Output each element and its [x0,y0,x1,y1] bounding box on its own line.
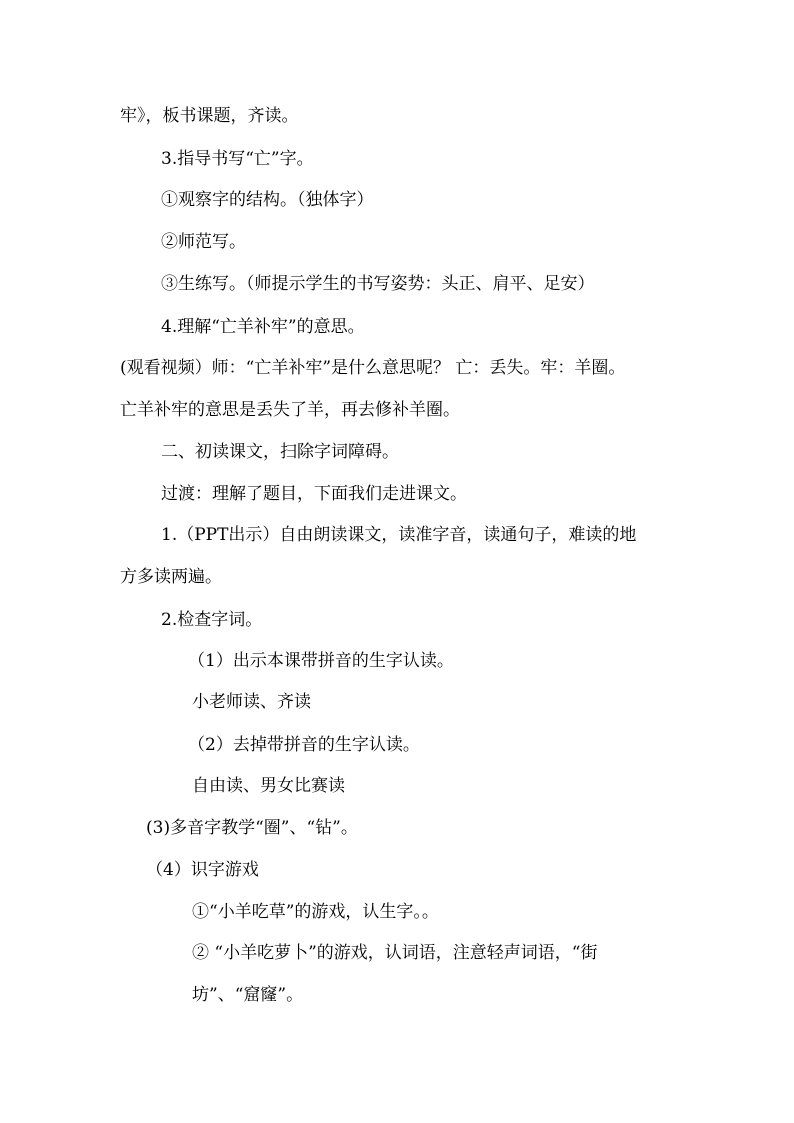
text-line-20: ①“小羊吃草”的游戏，认生字。。 [192,902,439,922]
text-line-4: ②师范写。 [161,232,246,252]
text-line-18: (3)多音字教学“圈”、“钻”。 [146,818,358,838]
text-line-11: 1.（PPT出示）自由朗读课文，读准字音，读通句子，难读的地 [161,525,637,545]
text-line-10: 过渡：理解了题目，下面我们走进课文。 [161,484,467,504]
text-line-14: （1）出示本课带拼音的生字认读。 [188,651,454,671]
text-line-8: 亡羊补牢的意思是丢失了羊，再去修补羊圈。 [120,400,460,420]
text-line-17: 自由读、男女比赛读 [192,776,345,796]
text-line-3: ①观察字的结构。（独体字） [161,190,374,210]
text-line-7: (观看视频）师：“亡羊补牢”是什么意思呢？ 亡：丢失。牢：羊圈。 [120,358,626,378]
text-line-12: 方多读两遍。 [120,567,222,587]
text-line-13: 2.检查字词。 [161,610,263,630]
text-line-21: ② “小羊吃萝卜”的游戏，认词语，注意轻声词语，“街 [192,943,598,963]
text-line-22: 坊”、“窟窿”。 [192,985,304,1005]
text-line-6: 4.理解“亡羊补牢”的意思。 [161,317,365,337]
text-line-1: 牢》，板书课题，齐读。 [120,106,299,126]
text-line-5: ③生练写。（师提示学生的书写姿势：头正、肩平、足安） [161,274,595,294]
text-line-19: （4）识字游戏 [146,860,259,880]
text-line-15: 小老师读、齐读 [192,692,311,712]
text-line-16: （2）去掉带拼音的生字认读。 [188,735,420,755]
text-line-9: 二、初读课文，扫除字词障碍。 [161,442,399,462]
text-line-2: 3.指导书写“亡”字。 [161,149,314,169]
